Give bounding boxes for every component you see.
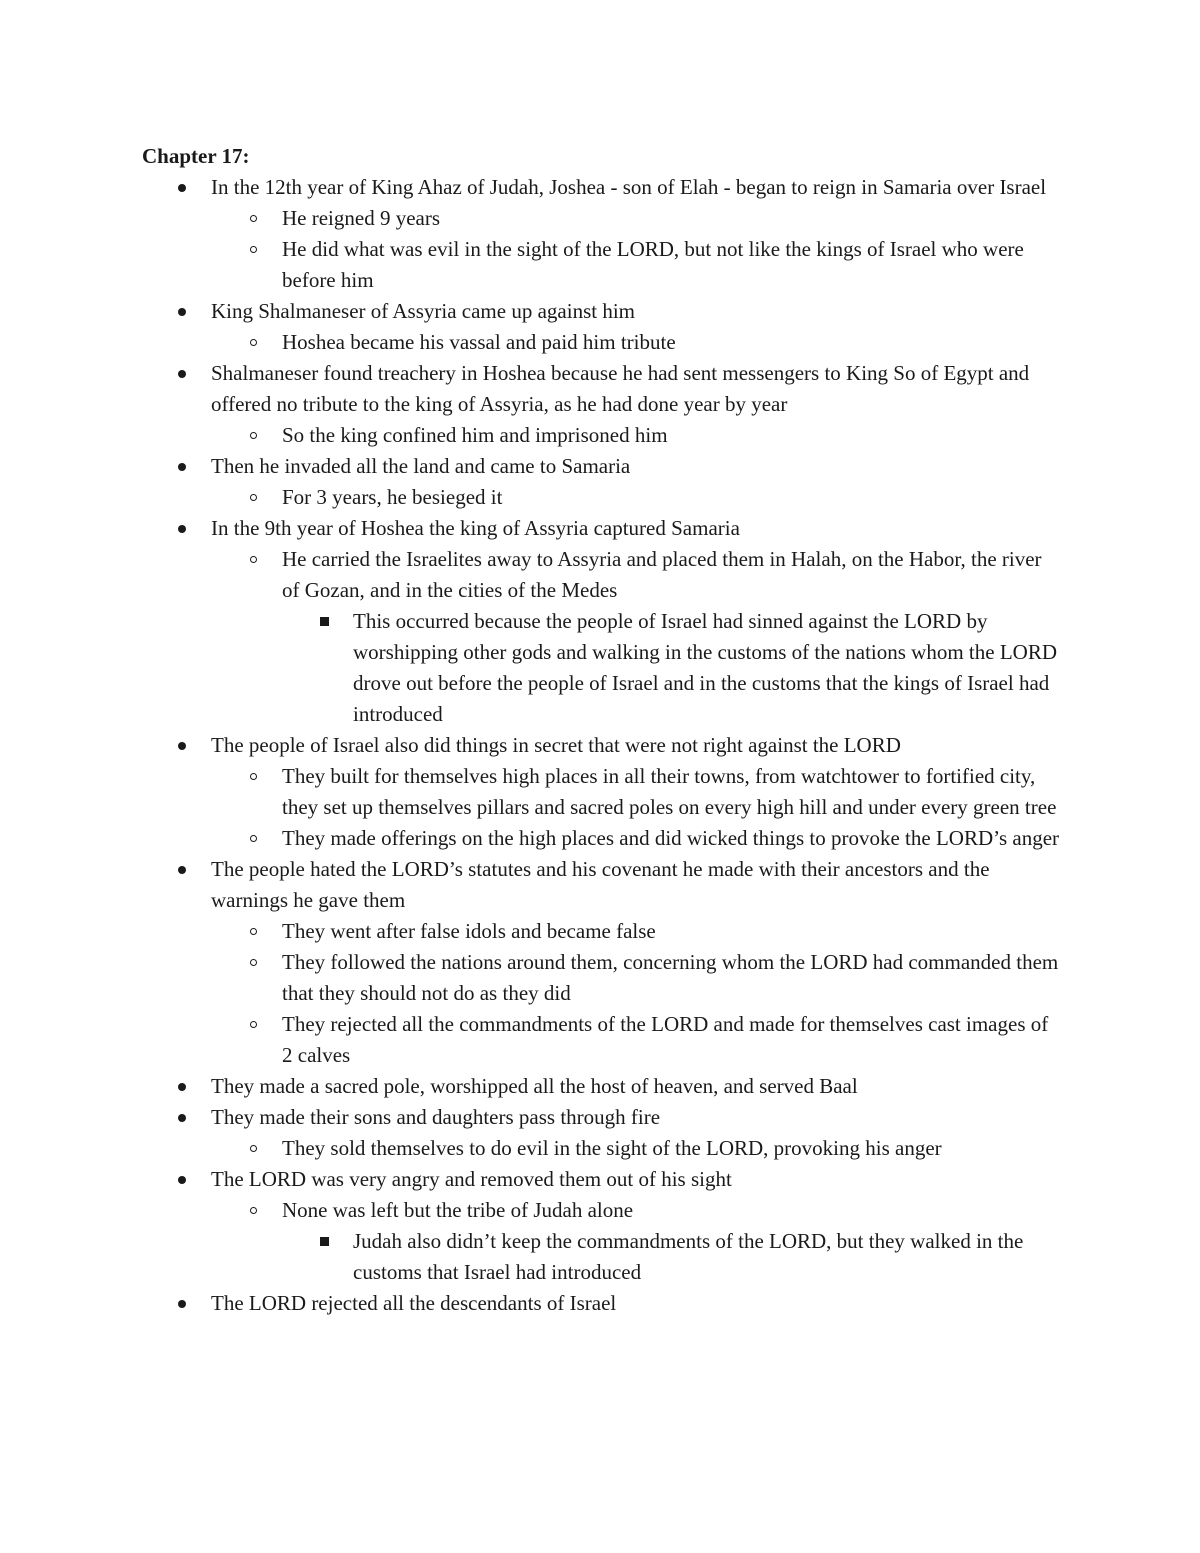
disc-bullet-icon bbox=[174, 172, 190, 203]
sub-list-item bbox=[211, 761, 1062, 823]
circle-bullet-icon bbox=[245, 420, 261, 451]
circle-bullet-icon bbox=[245, 234, 261, 265]
list-item bbox=[142, 854, 1062, 1071]
list-item bbox=[142, 172, 1062, 296]
sub-list-item-text: So the king confined him and imprisoned him bbox=[282, 423, 668, 447]
sub-list-item-text: Hoshea became his vassal and paid him tribute bbox=[282, 330, 676, 354]
sub-list-item bbox=[211, 420, 1062, 451]
list-item bbox=[142, 1071, 1062, 1102]
document-page bbox=[142, 141, 1062, 1319]
list-item-text: In the 12th year of King Ahaz of Judah, Joshea - son of Elah - began to reign in Samaria over Israel bbox=[211, 175, 1047, 199]
sub-sub-list-item-text: This occurred because the people of Israel had sinned against the LORD by worshipping other gods and walking in the customs of the nations whom the LORD drove out before the people of Israel and in the customs that the kings of Israel had introduced bbox=[353, 609, 1058, 726]
sub-list-item bbox=[211, 327, 1062, 358]
disc-bullet-icon bbox=[174, 358, 190, 389]
disc-bullet-icon bbox=[174, 1288, 190, 1319]
circle-bullet-icon bbox=[245, 1133, 261, 1164]
sub-list-item-text: They followed the nations around them, concerning whom the LORD had commanded them that they should not do as they did bbox=[282, 950, 1059, 1005]
sub-list-item bbox=[211, 947, 1062, 1009]
sub-list-item bbox=[211, 544, 1062, 730]
disc-bullet-icon bbox=[174, 854, 190, 885]
circle-bullet-icon bbox=[245, 327, 261, 358]
circle-bullet-icon bbox=[245, 823, 261, 854]
disc-bullet-icon bbox=[174, 1071, 190, 1102]
sub-list-item bbox=[211, 916, 1062, 947]
sub-list-item bbox=[211, 1195, 1062, 1288]
list-item-text: Then he invaded all the land and came to Samaria bbox=[211, 454, 631, 478]
list-item bbox=[142, 1164, 1062, 1288]
circle-bullet-icon bbox=[245, 916, 261, 947]
sub-list-item bbox=[211, 1009, 1062, 1071]
disc-bullet-icon bbox=[174, 296, 190, 327]
circle-bullet-icon bbox=[245, 203, 261, 234]
sub-list-item-text: He reigned 9 years bbox=[282, 206, 441, 230]
square-bullet-icon bbox=[316, 606, 332, 637]
disc-bullet-icon bbox=[174, 513, 190, 544]
circle-bullet-icon bbox=[245, 947, 261, 978]
list-item bbox=[142, 1288, 1062, 1319]
circle-bullet-icon bbox=[245, 1195, 261, 1226]
sub-sub-list-item-text: Judah also didn’t keep the commandments of the LORD, but they walked in the customs that Israel had introduced bbox=[353, 1229, 1024, 1284]
sub-list-item bbox=[211, 482, 1062, 513]
list-item bbox=[142, 296, 1062, 358]
circle-bullet-icon bbox=[245, 1009, 261, 1040]
sub-list-item bbox=[211, 823, 1062, 854]
circle-bullet-icon bbox=[245, 482, 261, 513]
circle-bullet-icon bbox=[245, 544, 261, 575]
list-item-text: In the 9th year of Hoshea the king of Assyria captured Samaria bbox=[211, 516, 740, 540]
square-bullet-icon bbox=[316, 1226, 332, 1257]
circle-bullet-icon bbox=[245, 761, 261, 792]
disc-bullet-icon bbox=[174, 1102, 190, 1133]
list-item-text: The people hated the LORD’s statutes and his covenant he made with their ancestors and the warnings he gave them bbox=[211, 857, 990, 912]
disc-bullet-icon bbox=[174, 451, 190, 482]
list-item-text: They made their sons and daughters pass through fire bbox=[211, 1105, 661, 1129]
chapter-heading: Chapter 17: bbox=[142, 144, 250, 168]
sub-list-item-text: They went after false idols and became false bbox=[282, 919, 656, 943]
sub-sub-list-item bbox=[282, 606, 1062, 730]
list-item bbox=[142, 358, 1062, 451]
list-item-text: The LORD rejected all the descendants of Israel bbox=[211, 1291, 617, 1315]
list-item bbox=[142, 513, 1062, 730]
sub-list-item bbox=[211, 1133, 1062, 1164]
list-item-text: The people of Israel also did things in secret that were not right against the LORD bbox=[211, 733, 901, 757]
sub-list-item bbox=[211, 203, 1062, 234]
list-item bbox=[142, 730, 1062, 854]
list-item bbox=[142, 1102, 1062, 1164]
bullet-list bbox=[142, 172, 1062, 1319]
sub-sub-list-item bbox=[282, 1226, 1062, 1288]
list-item-text: The LORD was very angry and removed them out of his sight bbox=[211, 1167, 732, 1191]
sub-list-item-text: None was left but the tribe of Judah alone bbox=[282, 1198, 634, 1222]
list-item-text: Shalmaneser found treachery in Hoshea because he had sent messengers to King So of Egypt and offered no tribute to the king of Assyria, as he had done year by year bbox=[211, 361, 1030, 416]
list-item-text: King Shalmaneser of Assyria came up against him bbox=[211, 299, 635, 323]
sub-list-item-text: For 3 years, he besieged it bbox=[282, 485, 503, 509]
sub-list-item-text: They sold themselves to do evil in the sight of the LORD, provoking his anger bbox=[282, 1136, 942, 1160]
sub-list-item-text: They rejected all the commandments of the LORD and made for themselves cast images of 2 calves bbox=[282, 1012, 1049, 1067]
sub-list-item-text: They made offerings on the high places and did wicked things to provoke the LORD’s anger bbox=[282, 826, 1060, 850]
list-item bbox=[142, 451, 1062, 513]
sub-list-item-text: They built for themselves high places in all their towns, from watchtower to fortified city, they set up themselves pillars and sacred poles on every high hill and under every green tree bbox=[282, 764, 1057, 819]
disc-bullet-icon bbox=[174, 1164, 190, 1195]
sub-list-item bbox=[211, 234, 1062, 296]
disc-bullet-icon bbox=[174, 730, 190, 761]
sub-list-item-text: He did what was evil in the sight of the LORD, but not like the kings of Israel who were before him bbox=[282, 237, 1024, 292]
list-item-text: They made a sacred pole, worshipped all the host of heaven, and served Baal bbox=[211, 1074, 858, 1098]
sub-list-item-text: He carried the Israelites away to Assyria and placed them in Halah, on the Habor, the river of Gozan, and in the cities of the Medes bbox=[282, 547, 1042, 602]
